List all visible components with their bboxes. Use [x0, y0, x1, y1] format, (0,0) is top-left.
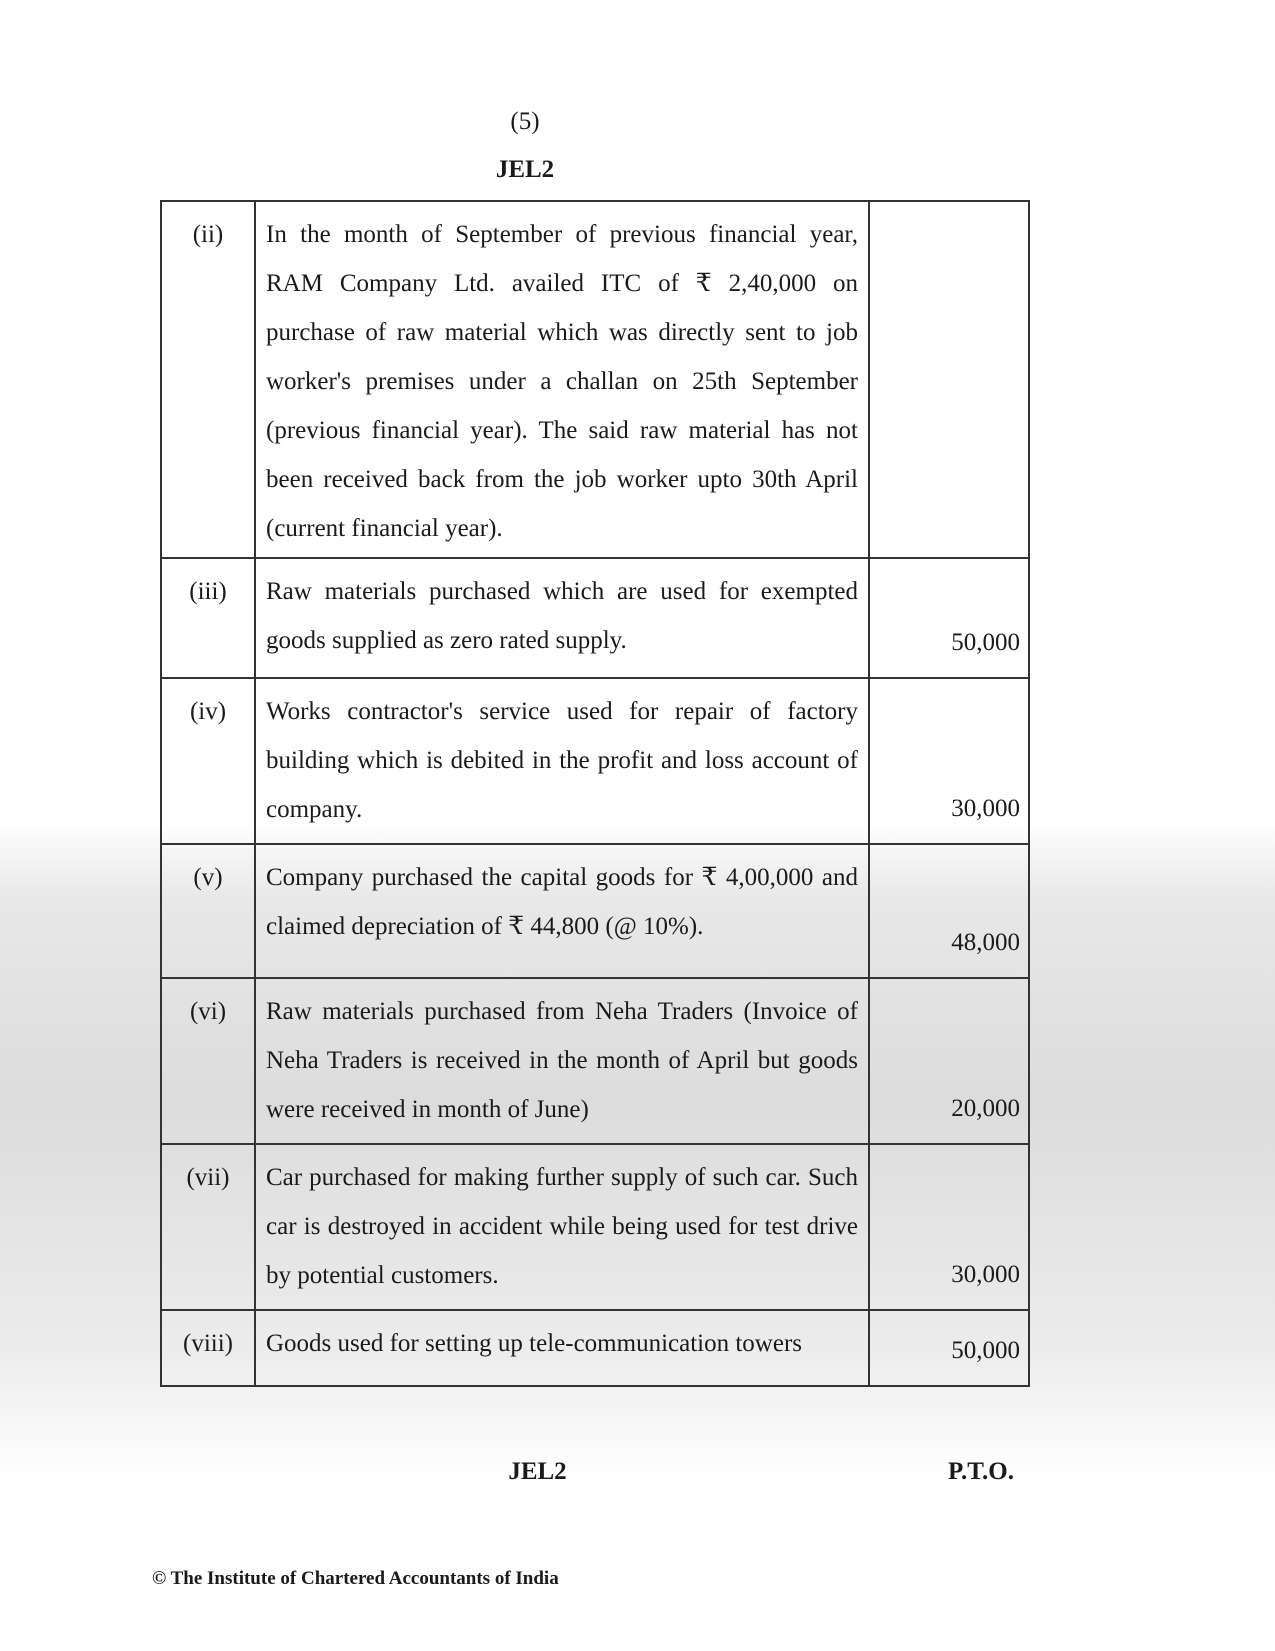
item-description: Works contractor's service used for repair of factory building which is debited in the profit and loss account of company. [255, 678, 869, 844]
item-description: Company purchased the capital goods for ₹ 4,00,000 and claimed depreciation of ₹ 44,800 (@ 10%). [255, 844, 869, 978]
item-number: (iv) [161, 678, 255, 844]
header-paper-code: JEL2 [495, 156, 555, 183]
item-amount: 50,000 [869, 1310, 1029, 1386]
item-number: (iii) [161, 558, 255, 678]
table-row [161, 558, 1029, 678]
item-amount: 50,000 [869, 558, 1029, 678]
item-amount: 48,000 [869, 844, 1029, 978]
copyright-notice: © The Institute of Chartered Accountants of India [152, 1568, 559, 1589]
item-description: Raw materials purchased from Neha Traders (Invoice of Neha Traders is received in the month of April but goods were received in month of June) [255, 978, 869, 1144]
item-description: In the month of September of previous financial year, RAM Company Ltd. availed ITC of ₹ 2,40,000 on purchase of raw material which was directly sent to job worker's premises under a challan on 25th September (previous financial year). The said raw material has not been received back from the job worker upto 30th April (current financial year). [255, 201, 869, 558]
footer-paper-code: JEL2 [508, 1458, 567, 1485]
table-row [161, 978, 1029, 1144]
item-amount: 30,000 [869, 678, 1029, 844]
item-number: (ii) [161, 201, 255, 558]
table-row [161, 844, 1029, 978]
item-description: Raw materials purchased which are used for exempted goods supplied as zero rated supply. [255, 558, 869, 678]
item-number: (v) [161, 844, 255, 978]
items-table [160, 200, 1030, 1387]
pto-label: P.T.O. [948, 1458, 1014, 1485]
item-number: (viii) [161, 1310, 255, 1386]
table-row [161, 1310, 1029, 1386]
item-description: Car purchased for making further supply of such car. Such car is destroyed in accident while being used for test drive by potential customers. [255, 1144, 869, 1310]
item-amount: 30,000 [869, 1144, 1029, 1310]
page-number: (5) [510, 108, 540, 135]
table-row [161, 201, 1029, 558]
item-number: (vi) [161, 978, 255, 1144]
item-amount [869, 201, 1029, 558]
table-row [161, 678, 1029, 844]
table-row [161, 1144, 1029, 1310]
item-description: Goods used for setting up tele-communication towers [255, 1310, 869, 1386]
item-number: (vii) [161, 1144, 255, 1310]
item-amount: 20,000 [869, 978, 1029, 1144]
